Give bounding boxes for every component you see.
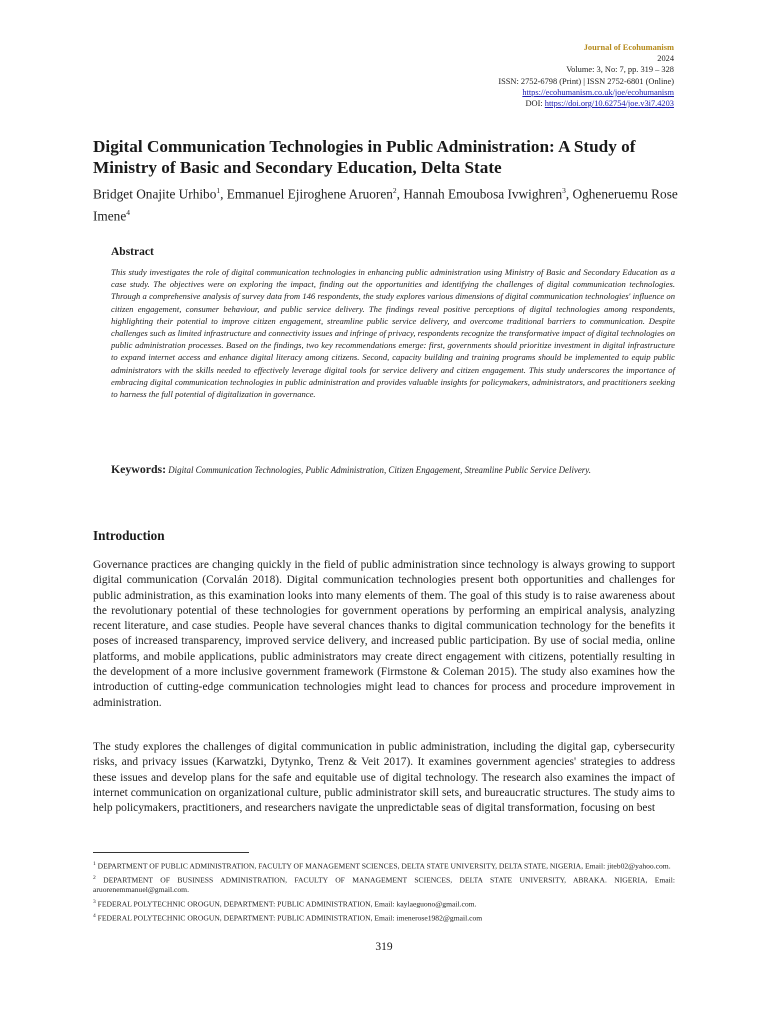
journal-name: Journal of Ecohumanism <box>583 43 674 52</box>
keywords-text: Digital Communication Technologies, Public Administration, Citizen Engagement, Streamline Public Service Delivery. <box>168 465 591 475</box>
doi-line <box>498 98 674 109</box>
article-title: Digital Communication Technologies in Public Administration: A Study of Ministry of Basic and Secondary Education, Delta State <box>93 137 636 177</box>
journal-issn: ISSN: 2752-6798 (Print) | ISSN 2752-6801 (Online) <box>498 76 674 86</box>
author-affiliation-mark: 3 <box>562 186 566 195</box>
author-list <box>93 182 683 226</box>
footnote-text: DEPARTMENT OF BUSINESS ADMINISTRATION, FACULTY OF MANAGEMENT SCIENCES, DELTA STATE UNIVERSITY, ABRAKA. NIGERIA, Email: aruorenemmanuel@gmail.com. <box>93 875 675 895</box>
author-name: Bridget Onajite Urhibo <box>93 186 217 202</box>
footnote-text: FEDERAL POLYTECHNIC OROGUN, DEPARTMENT: PUBLIC ADMINISTRATION, Email: imenerose1982@gmail.com <box>97 913 483 923</box>
page-number: 319 <box>375 941 393 953</box>
abstract-heading: Abstract <box>111 246 154 258</box>
footnote-number: 4 <box>93 913 96 920</box>
footnote <box>93 898 675 909</box>
doi-link[interactable]: https://doi.org/10.62754/joe.v3i7.4203 <box>544 99 674 109</box>
footnote-text: DEPARTMENT OF PUBLIC ADMINISTRATION, FACULTY OF MANAGEMENT SCIENCES, DELTA STATE UNIVERSITY, DELTA STATE, NIGERIA, Email: jiteb02@yahoo.com. <box>97 861 671 871</box>
author-separator: , <box>220 186 227 202</box>
author-name: Emmanuel Ejiroghene Aruoren <box>226 186 393 202</box>
journal-volume: Volume: 3, No: 7, pp. 319 – 328 <box>566 65 674 75</box>
body-paragraph: The study explores the challenges of digital communication in public administration, including the digital gap, cybersecurity risks, and privacy issues (Karwatzki, Dytynko, Trenz & Veit 2017). It examines government agencies' strategies to address these issues and develop plans for the safe and equitable use of digital technology. The research also examines the impact of internet communication on organizational culture, public administrator skill sets, and bureaucratic structures. The study aims to help policymakers, practitioners, and researchers navigate the unpredictable seas of digital transformation, focusing on best <box>93 741 675 815</box>
keywords-block <box>111 462 675 478</box>
introduction-heading: Introduction <box>93 528 165 543</box>
journal-url-link[interactable]: https://ecohumanism.co.uk/joe/ecohumanism <box>522 87 674 97</box>
author-affiliation-mark: 4 <box>126 207 130 217</box>
footnote-text: FEDERAL POLYTECHNIC OROGUN, DEPARTMENT: PUBLIC ADMINISTRATION, Email: kaylaeguono@gmail.com. <box>97 899 477 909</box>
keywords-label: Keywords: <box>111 462 167 476</box>
footnote-divider <box>93 852 249 853</box>
footnote <box>93 912 675 923</box>
author-separator: , <box>396 186 404 202</box>
body-paragraph: Governance practices are changing quickly in the field of public administration since technology is always growing to support digital communication (Corvalán 2018). Digital communication technologies present both opportunities and challenges for public administration, as this examination looks into many elements of them. The goal of this study is to raise awareness about the revolutionary potential of these technologies for government operations by performing an empirical analysis, analyzing recent literature, and case studies. People have several chances thanks to digital communication technology for the benefits it poses of increased transparency, improved service delivery, and increased public participation. By use of social media, online platforms, and mobile applications, public administrators may create direct engagement with citizens, potentially resulting in the development of a more inclusive government framework (Firmstone & Coleman 2015). The study also examines how the introduction of cutting-edge communication technologies might lead to chances for process and procedure improvement in administration. <box>93 559 675 709</box>
author-affiliation-mark: 1 <box>216 186 221 195</box>
author-name: Ogheneruemu Rose Imene <box>93 186 678 224</box>
author-affiliation-mark: 2 <box>392 186 397 195</box>
footnote <box>93 860 675 871</box>
doi-label: DOI: <box>525 99 545 109</box>
journal-year: 2024 <box>657 54 674 64</box>
abstract-text: This study investigates the role of digital communication technologies in enhancing public administration using Ministry of Basic and Secondary Education as a case study. The objectives were on exploring the impact, finding out the opportunities and identifying the challenges of digital communication technologies. Through a comprehensive analysis of survey data from 146 respondents, the study explores various dimensions of digital communication technologies' influence on citizen engagement, consumer behaviour, and public service delivery. The findings reveal positive perceptions of digital technologies among respondents, highlighting their potential to improve citizen engagement, streamline public service delivery, and overcome traditional barriers to communication. Despite challenges such as limited infrastructure and connectivity issues and infringe of privacy, respondents recognize the transformative impact of digital technologies on public administration processes. Based on the findings, two key recommendations emerge: first, governments should prioritize investment in digital infrastructure to expand internet access and enhance digital literacy among citizens. Second, capacity building and training programs should be implemented to equip public administrators with the skills needed to effectively leverage digital tools for service delivery and citizen engagement. This study underscores the importance of embracing digital communication technologies in public administration and provides valuable insights for policymakers, administrators, and practitioners seeking to harness the full potential of digitalization in governance. <box>111 267 675 400</box>
author-separator: , <box>565 186 573 202</box>
footnote-number: 2 <box>93 875 96 882</box>
footnote-number: 1 <box>93 861 96 867</box>
footnotes <box>93 860 675 927</box>
footnote <box>93 874 675 895</box>
footnote-number: 3 <box>93 899 96 906</box>
journal-header <box>498 42 674 109</box>
author-name: Hannah Emoubosa Ivwighren <box>403 186 563 202</box>
